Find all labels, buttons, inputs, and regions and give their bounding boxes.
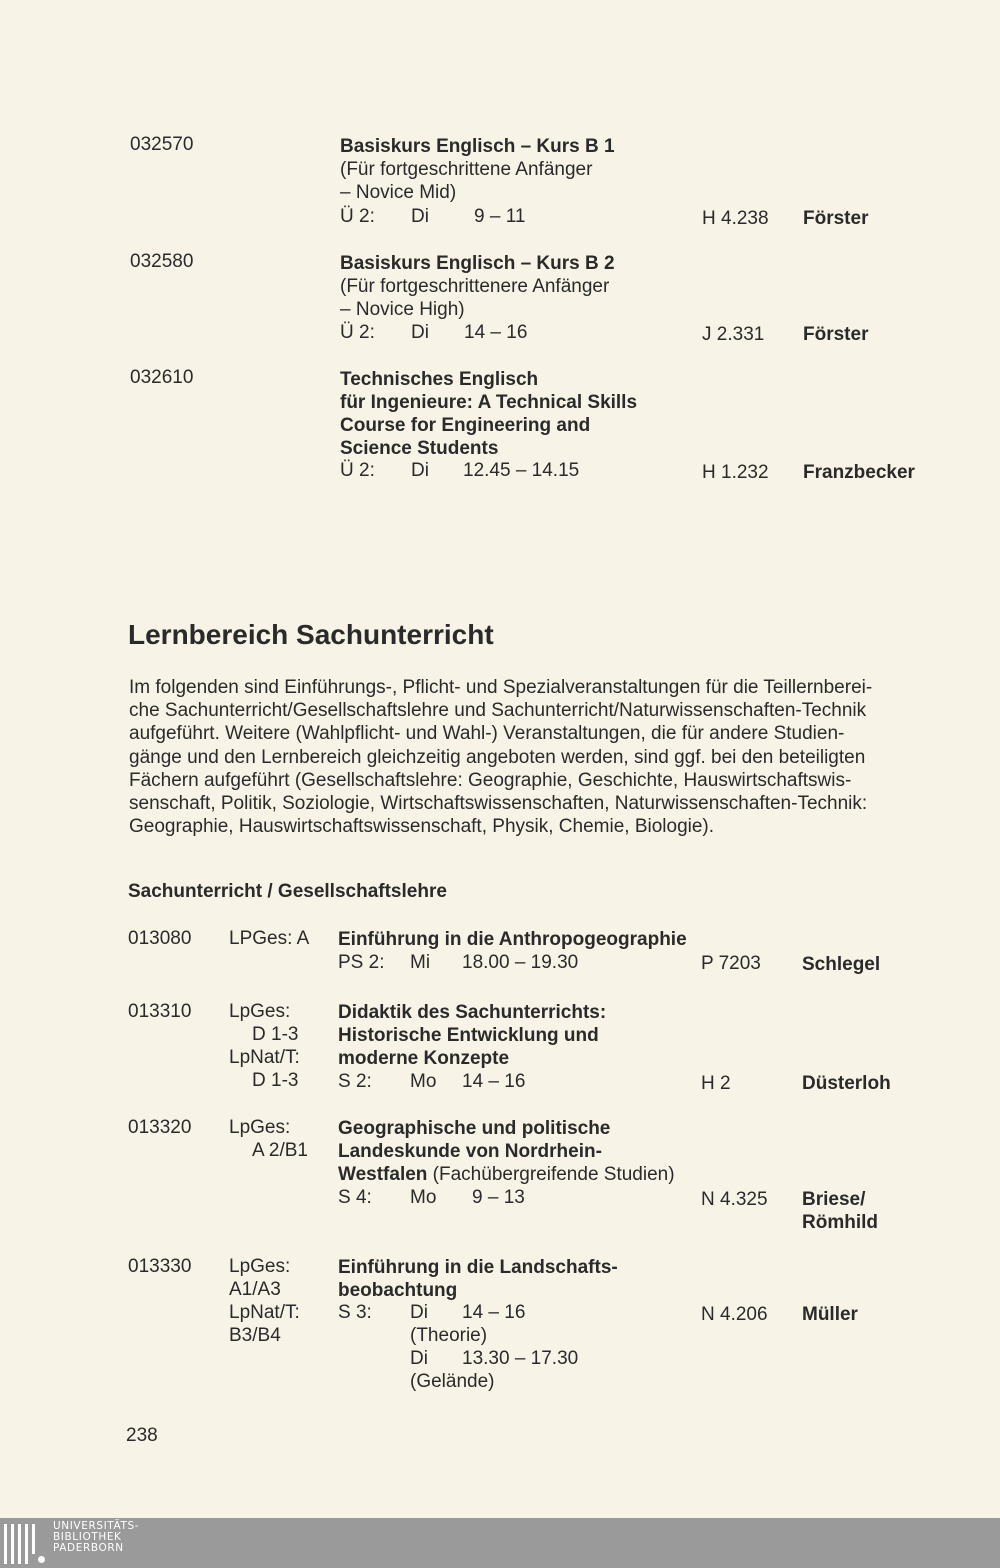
course-number: 013320 <box>128 1117 192 1138</box>
library-name <box>53 1521 139 1554</box>
course-title: Science Students <box>340 438 499 459</box>
course-lecturer: Müller <box>802 1304 858 1325</box>
course-room: N 4.325 <box>701 1189 768 1210</box>
course-title-suffix: (Fachübergreifende Studien) <box>427 1164 675 1185</box>
library-logo-icon <box>4 1524 44 1564</box>
course-title: Course for Engineering and <box>340 415 591 436</box>
intro-line: Im folgenden sind Einführungs-, Pflicht- und Spezialveranstaltungen für die Teillernberei- <box>129 677 873 698</box>
course-type: Ü 2: <box>340 460 375 481</box>
course-code: A1/A3 <box>229 1279 281 1300</box>
course-type: S 3: <box>338 1302 372 1323</box>
course-day: Di <box>411 206 429 227</box>
course-description: – Novice Mid) <box>340 182 457 203</box>
course-type: S 4: <box>338 1187 372 1208</box>
intro-line: aufgeführt. Weitere (Wahlpflicht- und Wahl-) Veranstaltungen, die für andere Studien- <box>129 723 845 745</box>
course-code: B3/B4 <box>229 1325 281 1346</box>
course-time: 14 – 16 <box>464 322 528 343</box>
intro-line: Geographie, Hauswirtschaftswissenschaft, Physik, Chemie, Biologie). <box>129 816 715 838</box>
course-title: Westfalen <box>338 1164 428 1185</box>
course-title: Historische Entwicklung und <box>338 1025 599 1046</box>
course-number: 013310 <box>128 1001 192 1022</box>
course-time: 13.30 – 17.30 <box>462 1348 579 1369</box>
course-lecturer: Förster <box>803 324 869 345</box>
course-code: LPGes: A <box>229 928 310 949</box>
course-time: 12.45 – 14.15 <box>463 460 580 481</box>
course-type: Ü 2: <box>340 206 375 227</box>
course-title: Geographische und politische <box>338 1118 611 1139</box>
course-room: H 4.238 <box>702 208 769 229</box>
course-type: Ü 2: <box>340 322 375 343</box>
course-lecturer: Förster <box>803 208 869 229</box>
course-day: Di <box>410 1302 428 1323</box>
library-name-line: BIBLIOTHEK <box>53 1531 122 1543</box>
course-day: Di <box>411 460 429 481</box>
course-day: Mi <box>410 952 431 973</box>
page-number: 238 <box>126 1425 158 1446</box>
course-time: 9 – 11 <box>474 206 526 227</box>
course-description: (Für fortgeschrittenere Anfänger <box>340 276 610 297</box>
intro-line: che Sachunterricht/Gesellschaftslehre und Sachunterricht/Naturwissenschaften-Technik <box>129 700 867 722</box>
course-number: 032610 <box>130 367 194 388</box>
course-title: moderne Konzepte <box>338 1048 510 1069</box>
course-type: S 2: <box>338 1071 372 1092</box>
course-code: D 1-3 <box>252 1070 299 1091</box>
subsection-heading: Sachunterricht / Gesellschaftslehre <box>128 881 447 902</box>
course-lecturer: Franzbecker <box>803 462 915 483</box>
course-title: Einführung in die Anthropogeographie <box>338 929 687 950</box>
course-day: Di <box>410 1348 428 1369</box>
course-description: – Novice High) <box>340 299 465 320</box>
library-footer-banner <box>0 1518 1000 1568</box>
course-title: Basiskurs Englisch – Kurs B 1 <box>340 136 615 157</box>
course-time: 14 – 16 <box>462 1071 526 1092</box>
course-title: für Ingenieure: A Technical Skills <box>340 392 638 413</box>
course-title: Didaktik des Sachunterrichts: <box>338 1002 607 1023</box>
course-code: D 1-3 <box>252 1024 299 1045</box>
course-title: Landeskunde von Nordrhein- <box>338 1141 602 1162</box>
intro-line: Fächern aufgeführt (Gesellschaftslehre: Geographie, Geschichte, Hauswirtschaftswis- <box>129 769 852 791</box>
course-room: H 1.232 <box>702 462 769 483</box>
course-type: PS 2: <box>338 952 385 973</box>
section-heading: Lernbereich Sachunterricht <box>128 619 494 650</box>
course-room: J 2.331 <box>702 324 765 345</box>
course-room: H 2 <box>701 1073 731 1094</box>
library-name-line: PADERBORN <box>53 1542 124 1554</box>
course-time: 9 – 13 <box>472 1187 525 1208</box>
course-title: Basiskurs Englisch – Kurs B 2 <box>340 253 615 274</box>
course-room: P 7203 <box>701 953 761 974</box>
course-description: (Für fortgeschrittene Anfänger <box>340 159 593 180</box>
course-day: Mo <box>410 1071 437 1092</box>
course-code: LpNat/T: <box>229 1302 300 1323</box>
course-code: A 2/B1 <box>252 1140 308 1161</box>
course-code: LpGes: <box>229 1256 291 1277</box>
library-name-line: UNIVERSITÄTS- <box>53 1520 140 1532</box>
course-code: LpNat/T: <box>229 1047 300 1068</box>
course-number: 032570 <box>130 134 194 155</box>
course-code: LpGes: <box>229 1117 291 1138</box>
intro-line: senschaft, Politik, Soziologie, Wirtschaftswissenschaften, Naturwissenschaften-Technik: <box>129 793 868 815</box>
course-title: Einführung in die Landschafts- <box>338 1257 618 1278</box>
course-number: 013080 <box>128 928 192 949</box>
course-day: Mo <box>410 1187 437 1208</box>
intro-paragraph <box>129 676 925 838</box>
course-room: N 4.206 <box>701 1304 768 1325</box>
course-lecturer: Düsterloh <box>802 1073 891 1094</box>
course-title: beobachtung <box>338 1280 458 1301</box>
course-number: 032580 <box>130 251 194 272</box>
course-title: Technisches Englisch <box>340 369 539 390</box>
course-lecturer: Schlegel <box>802 954 881 975</box>
intro-line: gänge und den Lernbereich gleichzeitig angeboten werden, sind ggf. bei den beteiligten <box>129 746 866 768</box>
course-time: 14 – 16 <box>462 1302 526 1323</box>
course-lecturer: Römhild <box>802 1212 878 1233</box>
course-day: Di <box>411 322 429 343</box>
course-time: 18.00 – 19.30 <box>462 952 579 973</box>
course-time-note: (Theorie) <box>410 1325 488 1346</box>
course-time-note: (Gelände) <box>410 1371 495 1392</box>
course-lecturer: Briese/ <box>802 1189 866 1210</box>
course-title-line <box>338 1163 675 1186</box>
course-number: 013330 <box>128 1256 192 1277</box>
course-code: LpGes: <box>229 1001 291 1022</box>
